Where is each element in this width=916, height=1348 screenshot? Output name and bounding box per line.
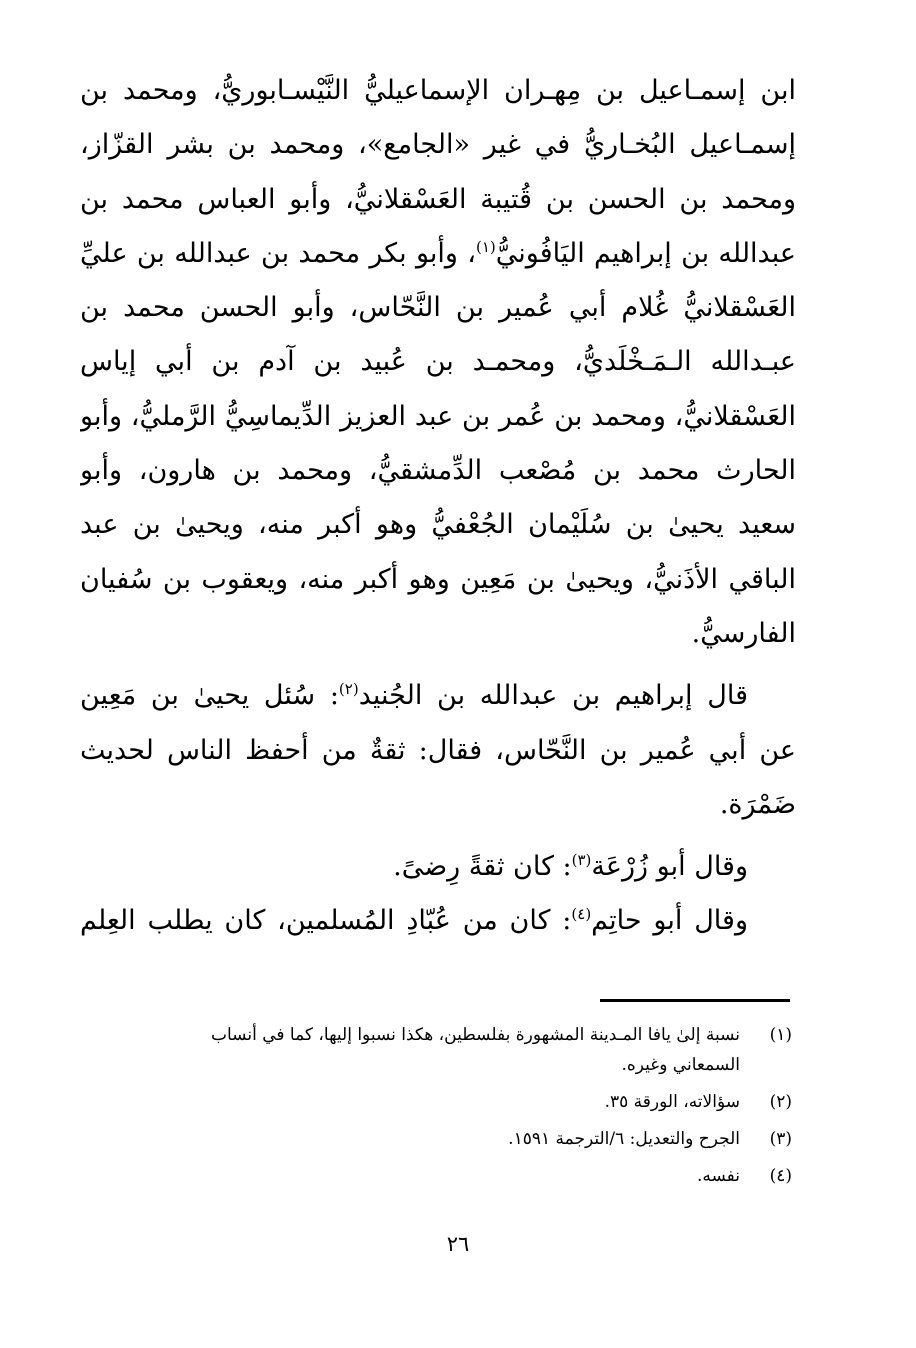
footnote-text: نسبة إلىٰ يافا المـدينة المشهورة بفلسطين، هكذا نسبوا إليها، كما في أنساب: [210, 1025, 740, 1045]
footnotes: [80, 1020, 792, 1198]
footnote-text: نفسه.: [696, 1166, 740, 1186]
text-line: العَسْقلانيُّ غُلام أبي عُمير بن النَّحّاس، وأبو الحسن محمد بن: [80, 292, 796, 324]
text-segment: ، وأبو بكر محمد بن عبدالله بن عليِّ: [80, 237, 476, 269]
footnote: [80, 1124, 792, 1154]
footnote-ref: (٤): [571, 905, 592, 924]
footnote: [80, 1020, 792, 1080]
footnote-text: السمعاني وغيره.: [621, 1055, 740, 1075]
text-line: [80, 227, 796, 281]
text-segment: : سُئل يحيىٰ بن مَعِين: [80, 680, 339, 712]
footnote-text: سؤالاته، الورقة ٣٥.: [604, 1092, 740, 1112]
text-line: العَسْقلانيُّ، ومحمد بن عُمر بن عبد العزيز الدِّيماسِيُّ الرَّمليُّ، وأبو: [80, 400, 796, 432]
text-line: ضَمْرَة.: [719, 788, 796, 820]
text-segment: : كان ثقةً رِضىً.: [393, 851, 572, 883]
text-line: عن أبي عُمير بن النَّحّاس، فقال: ثقةٌ من أحفظ الناس لحديث: [80, 734, 796, 766]
text-line: عبـدالله الـمَـخْلَديُّ، ومحمـد بن عُبيد بن آدم بن أبي إياس: [80, 346, 796, 378]
footnote-separator: [600, 999, 790, 1002]
text-segment: عبدالله بن إبراهيم اليَافُونيُّ: [495, 237, 796, 269]
main-text: [80, 64, 796, 949]
text-line: إسمـاعيل البُخـاريُّ في غير «الجامع»، ومحمد بن بشر القزّاز،: [80, 129, 796, 161]
text-line: [80, 840, 796, 894]
footnote-ref: (٣): [571, 851, 592, 870]
text-line: سعيد يحيىٰ بن سُلَيْمان الجُعْفيُّ وهو أكبر منه، ويحيىٰ بن عبد: [80, 509, 796, 541]
footnote-body: [80, 1020, 740, 1080]
footnote-ref: (١): [475, 237, 496, 256]
text-segment: وقال أبو حاتِم: [591, 905, 748, 937]
footnote-number: (٣): [769, 1129, 792, 1149]
text-segment: : كان من عُبّادِ المُسلمين، كان يطلب العِلم: [80, 905, 572, 937]
text-line: ومحمد بن الحسن بن قُتيبة العَسْقلانيُّ، وأبو العباس محمد بن: [80, 183, 796, 215]
footnote-ref: (٢): [338, 680, 359, 699]
text-line: [80, 669, 796, 723]
page-number: ٢٦: [446, 1232, 470, 1256]
paragraph-gap: [80, 832, 796, 840]
text-line: [80, 894, 796, 948]
text-line: الفارسيُّ.: [691, 617, 796, 649]
text-line: الباقي الأذَنيُّ، ويحيىٰ بن مَعِين وهو أكبر منه، ويعقوب بن سُفيان: [80, 563, 796, 595]
text-segment: قال إبراهيم بن عبدالله بن الجُنيد: [358, 680, 748, 712]
footnote-text: الجرح والتعديل: ٦/الترجمة ١٥٩١.: [508, 1129, 740, 1149]
text-line: الحارث محمد بن مُصْعب الدِّمشقيُّ، ومحمد بن هارون، وأبو: [80, 455, 796, 487]
footnote-number: (٤): [769, 1166, 792, 1186]
footnote-number: (١): [769, 1025, 792, 1045]
footnote: [80, 1161, 792, 1191]
paragraph-gap: [80, 661, 796, 669]
text-line: ابن إسمـاعيل بن مِهـران الإسماعيليُّ النَّيْسـابوريُّ، ومحمد بن: [80, 75, 796, 106]
footnote-number: (٢): [769, 1092, 792, 1112]
footnote: [80, 1087, 792, 1117]
text-segment: وقال أبو زُرْعَة: [591, 851, 748, 883]
